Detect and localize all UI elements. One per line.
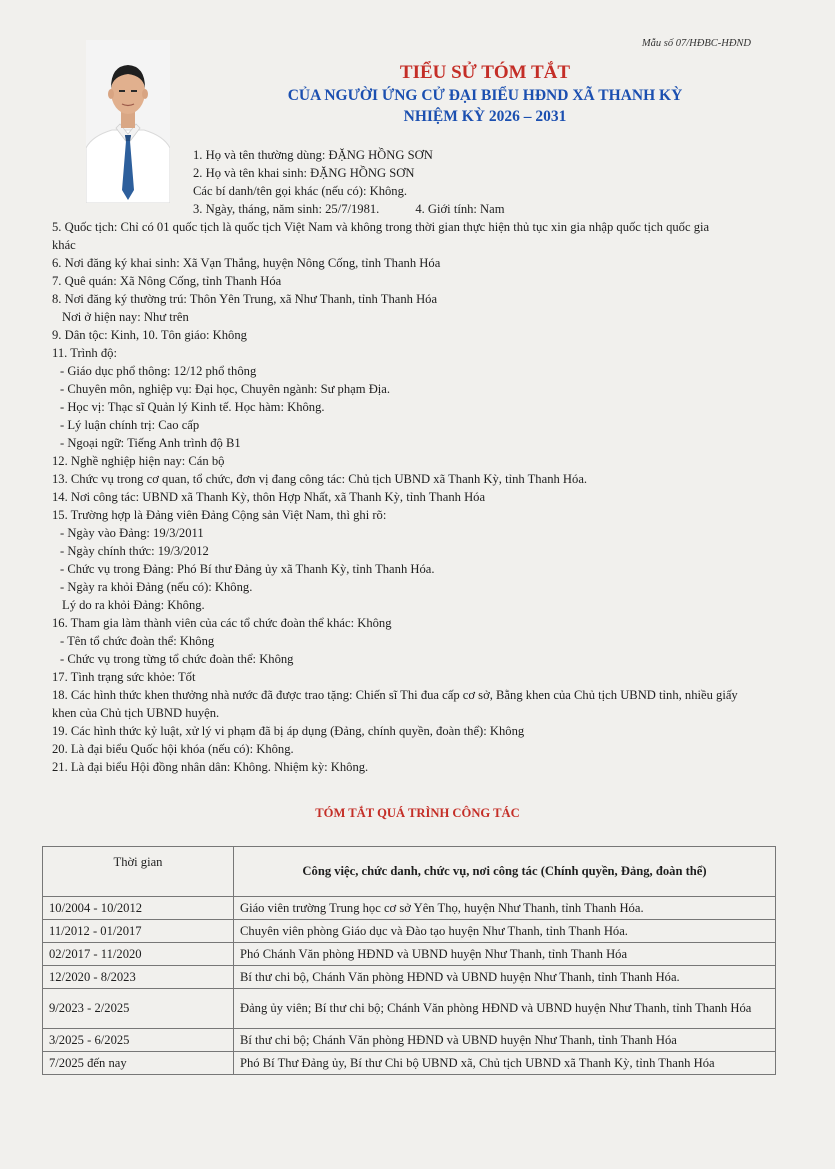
people-council-line: 21. Là đại biểu Hội đồng nhân dân: Không. Nhiệm kỳ: Không. [52,760,369,774]
table-row [43,920,776,943]
party-exit-reason-line: Lý do ra khỏi Đảng: Không. [62,598,205,612]
party-exit-date-line: - Ngày ra khỏi Đảng (nếu có): Không. [60,580,253,594]
occupation-line: 12. Nghề nghiệp hiện nay: Cán bộ [52,454,225,468]
row-time: 12/2020 - 8/2023 [43,966,234,989]
row-time: 9/2023 - 2/2025 [43,989,234,1029]
row-time: 3/2025 - 6/2025 [43,1029,234,1052]
qualification-heading: 11. Trình độ: [52,346,117,360]
birth-name-line: 2. Họ và tên khai sinh: ĐẶNG HỒNG SƠN [193,166,415,180]
row-description: Bí thư chi bộ; Chánh Văn phòng HĐND và UBND huyện Như Thanh, tỉnh Thanh Hóa [234,1029,776,1052]
current-position-line: 13. Chức vụ trong cơ quan, tổ chức, đơn vị đang công tác: Chủ tịch UBND xã Thanh Kỳ, tỉnh Thanh Hóa. [52,472,588,486]
table-row [43,966,776,989]
row-time: 02/2017 - 11/2020 [43,943,234,966]
common-name-line: 1. Họ và tên thường dùng: ĐẶNG HỒNG SƠN [193,148,433,162]
work-history-title: TÓM TẮT QUÁ TRÌNH CÔNG TÁC [315,806,520,820]
table-row [43,943,776,966]
party-position-line: - Chức vụ trong Đảng: Phó Bí thư Đảng ủy xã Thanh Kỳ, tỉnh Thanh Hóa. [60,562,435,576]
national-assembly-line: 20. Là đại biểu Quốc hội khóa (nếu có): Không. [52,742,294,756]
table-row [43,897,776,920]
row-description: Giáo viên trường Trung học cơ sở Yên Thọ, huyện Như Thanh, tỉnh Thanh Hóa. [234,897,776,920]
organizations-line: 16. Tham gia làm thành viên của các tổ chức đoàn thể khác: Không [52,616,392,630]
discipline-line: 19. Các hình thức kỷ luật, xử lý vi phạm đã bị áp dụng (Đảng, chính quyền, đoàn thể): Không [52,724,525,738]
awards-line: 18. Các hình thức khen thưởng nhà nước đã được trao tặng: Chiến sĩ Thi đua cấp cơ sở, Bằng khen của Chủ tịch UBND tỉnh, nhiều giấy [52,688,738,702]
alias-line: Các bí danh/tên gọi khác (nếu có): Không. [193,184,408,198]
ethnicity-religion-line: 9. Dân tộc: Kinh, 10. Tôn giáo: Không [52,328,247,342]
row-description: Bí thư chi bộ, Chánh Văn phòng HĐND và UBND huyện Như Thanh, tỉnh Thanh Hóa. [234,966,776,989]
document-title: TIỂU SỬ TÓM TẮT [399,62,571,83]
row-time: 7/2025 đến nay [43,1052,234,1075]
table-row [43,989,776,1029]
organization-name-line: - Tên tổ chức đoàn thể: Không [60,634,215,648]
table-row [43,1052,776,1075]
row-time: 11/2012 - 01/2017 [43,920,234,943]
term-subtitle: NHIỆM KỲ 2026 – 2031 [403,108,567,125]
header-description: Công việc, chức danh, chức vụ, nơi công tác (Chính quyền, Đảng, đoàn thể) [234,847,776,897]
awards-line-cont: khen của Chủ tịch UBND huyện. [52,706,220,720]
gender-text: 4. Giới tính: Nam [415,202,505,216]
current-residence-line: Nơi ở hiện nay: Như trên [62,310,189,324]
foreign-language-line: - Ngoại ngữ: Tiếng Anh trình độ B1 [60,436,241,450]
permanent-residence-line: 8. Nơi đăng ký thường trú: Thôn Yên Trung, xã Như Thanh, tỉnh Thanh Hóa [52,292,438,306]
general-education-line: - Giáo dục phổ thông: 12/12 phổ thông [60,364,257,378]
row-description: Đảng ủy viên; Bí thư chi bộ; Chánh Văn phòng HĐND và UBND huyện Như Thanh, tỉnh Thanh Hóa [234,989,776,1029]
birthdate-text: 3. Ngày, tháng, năm sinh: 25/7/1981. [193,202,380,216]
work-history-table [42,846,776,1075]
portrait-illustration [86,40,170,203]
row-description: Phó Chánh Văn phòng HĐND và UBND huyện Như Thanh, tỉnh Thanh Hóa [234,943,776,966]
hometown-line: 7. Quê quán: Xã Nông Cống, tỉnh Thanh Hóa [52,274,282,288]
portrait-photo [86,40,170,203]
table-header-row [43,847,776,897]
row-time: 10/2004 - 10/2012 [43,897,234,920]
birth-registration-line: 6. Nơi đăng ký khai sinh: Xã Vạn Thắng, huyện Nông Cống, tỉnh Thanh Hóa [52,256,441,270]
organization-position-line: - Chức vụ trong từng tổ chức đoàn thể: Không [60,652,294,666]
party-member-heading: 15. Trường hợp là Đảng viên Đảng Cộng sản Việt Nam, thì ghi rõ: [52,508,387,522]
birthdate-gender-line [193,201,505,217]
nationality-line-cont: khác [52,238,76,252]
document-subtitle: CỦA NGƯỜI ỨNG CỬ ĐẠI BIỂU HĐND XÃ THANH KỲ [287,87,683,104]
row-description: Phó Bí Thư Đảng ủy, Bí thư Chi bộ UBND xã, Chủ tịch UBND xã Thanh Kỳ, tỉnh Thanh Hóa [234,1052,776,1075]
degree-line: - Học vị: Thạc sĩ Quản lý Kinh tế. Học hàm: Không. [60,400,325,414]
health-line: 17. Tình trạng sức khỏe: Tốt [52,670,196,684]
party-join-date-line: - Ngày vào Đảng: 19/3/2011 [60,526,204,540]
party-official-date-line: - Ngày chính thức: 19/3/2012 [60,544,209,558]
workplace-line: 14. Nơi công tác: UBND xã Thanh Kỳ, thôn Hợp Nhất, xã Thanh Kỳ, tỉnh Thanh Hóa [52,490,486,504]
specialization-line: - Chuyên môn, nghiệp vụ: Đại học, Chuyên ngành: Sư phạm Địa. [60,382,391,396]
political-theory-line: - Lý luận chính trị: Cao cấp [60,418,200,432]
header-time: Thời gian [43,847,234,897]
row-description: Chuyên viên phòng Giáo dục và Đào tạo huyện Như Thanh, tỉnh Thanh Hóa. [234,920,776,943]
nationality-line: 5. Quốc tịch: Chỉ có 01 quốc tịch là quốc tịch Việt Nam và không trong thời gian thực hiện thủ tục xin gia nhập quốc tịch quốc gia [52,220,710,234]
form-code: Mẫu số 07/HĐBC-HĐND [641,38,751,49]
table-row [43,1029,776,1052]
